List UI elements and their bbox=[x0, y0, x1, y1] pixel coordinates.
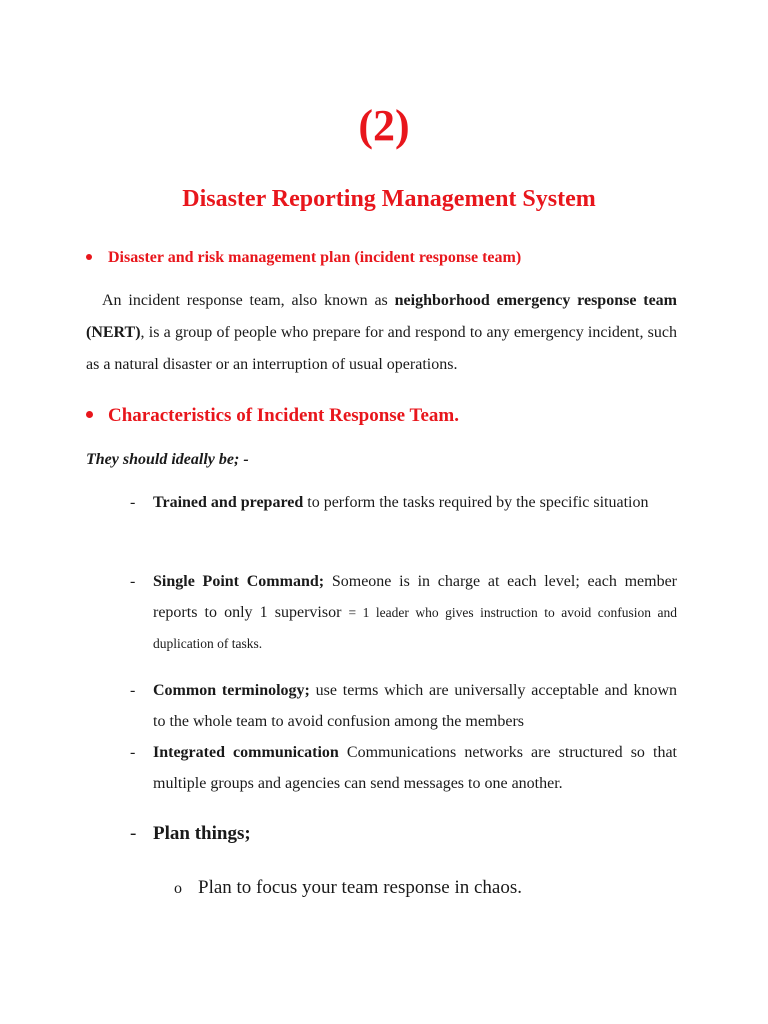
page-title: Disaster Reporting Management System bbox=[182, 186, 596, 212]
dash-bullet-icon: - bbox=[130, 494, 136, 511]
item-text: Communications networks are structured so that multiple groups and agencies can send messages to one another. bbox=[153, 744, 677, 792]
dash-bullet-icon: - bbox=[130, 682, 136, 699]
dash-bullet-icon: - bbox=[130, 823, 137, 844]
item-term: Integrated communication bbox=[153, 744, 339, 761]
sub-list-item bbox=[174, 874, 522, 903]
intro-text: An incident response team, also known as bbox=[102, 292, 395, 309]
lead-line: They should ideally be; - bbox=[86, 451, 249, 468]
section-heading-plan bbox=[86, 248, 521, 268]
list-item-plan bbox=[86, 820, 251, 848]
item-text: Someone is in charge at each level; each member reports to only 1 supervisor bbox=[153, 573, 678, 621]
bullet-dot-icon bbox=[86, 254, 92, 260]
item-text: use terms which are universally acceptable and known to the whole team to avoid confusion among the members bbox=[153, 682, 677, 730]
intro-bold-term: neighborhood emergency response team (NERT) bbox=[86, 292, 678, 341]
section-heading-text: Disaster and risk management plan (incident response team) bbox=[108, 249, 522, 266]
dash-bullet-icon: - bbox=[130, 744, 136, 761]
dash-bullet-icon: - bbox=[130, 573, 136, 590]
intro-text-rest: , is a group of people who prepare for and respond to any emergency incident, such as a natural disaster or an interruption of usual operations. bbox=[86, 324, 677, 373]
section-heading-text: Characteristics of Incident Response Team. bbox=[108, 405, 459, 426]
item-term: Common terminology; bbox=[153, 682, 310, 699]
section-heading-characteristics bbox=[86, 404, 459, 428]
circle-bullet-icon: o bbox=[174, 880, 182, 897]
list-item bbox=[86, 675, 677, 737]
item-term: Trained and prepared bbox=[153, 494, 304, 511]
item-text-small: = 1 leader who gives instruction to avoid confusion and duplication of tasks. bbox=[153, 605, 677, 651]
list-item bbox=[86, 566, 677, 659]
item-text: to perform the tasks required by the specific situation bbox=[303, 494, 649, 511]
section-number: (2) bbox=[358, 101, 410, 150]
intro-paragraph bbox=[86, 285, 677, 381]
list-item bbox=[86, 487, 677, 518]
bullet-dot-icon bbox=[86, 411, 93, 418]
plan-heading: Plan things; bbox=[153, 823, 251, 844]
item-term: Single Point Command; bbox=[153, 573, 325, 590]
sub-item-text: Plan to focus your team response in chaos. bbox=[198, 877, 522, 898]
list-item bbox=[86, 737, 677, 799]
